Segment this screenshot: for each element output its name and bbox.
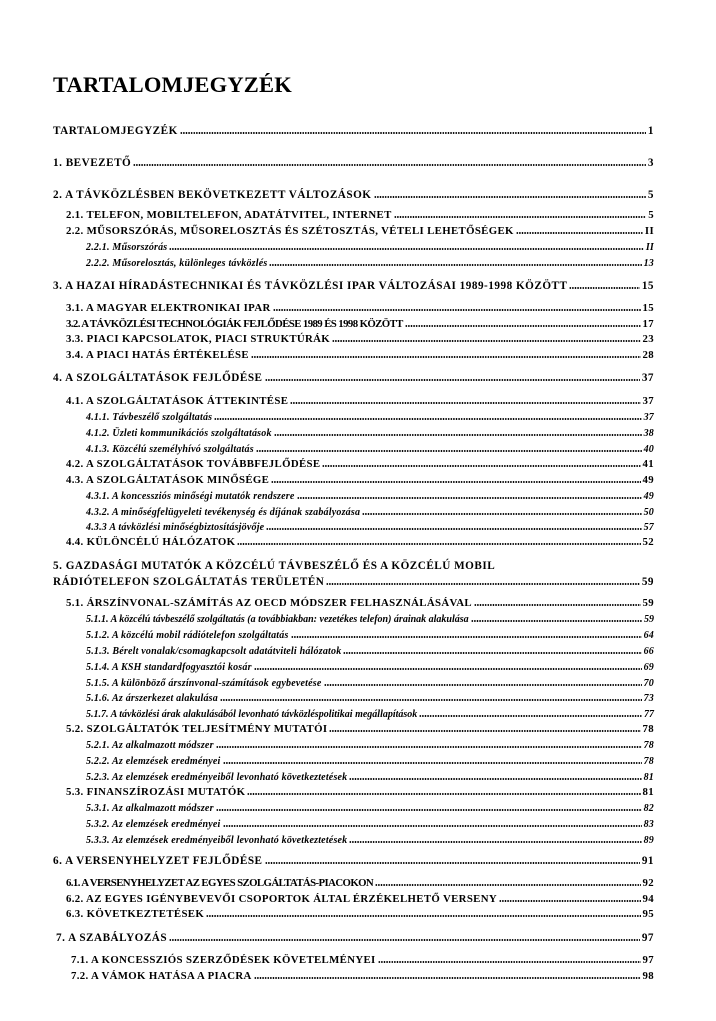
toc-entry-text: 5.1.7. A távközlési árak alakulásából levonható távközléspolitikai megállapítások bbox=[86, 709, 418, 720]
toc-entry[interactable] bbox=[86, 693, 654, 704]
toc-entry-text: 5.2. SZOLGÁLTATÓK TELJESÍTMÉNY MUTATÓI bbox=[66, 723, 328, 735]
toc-leader bbox=[254, 977, 641, 979]
toc-leader bbox=[297, 497, 642, 499]
toc-entry-text: 5. GAZDASÁGI MUTATÓK A KÖZCÉLÚ TÁVBESZÉLŐ ÉS A KÖZCÉLÚ MOBIL bbox=[53, 560, 496, 572]
toc-leader bbox=[474, 604, 641, 606]
toc-leader bbox=[322, 465, 640, 467]
toc-entry[interactable] bbox=[53, 372, 654, 384]
toc-entry-page: 15 bbox=[642, 302, 654, 314]
toc-entry[interactable] bbox=[66, 226, 654, 238]
toc-leader bbox=[247, 793, 640, 795]
toc-entry-text: 2.2.1. Műsorszórás bbox=[86, 242, 168, 253]
toc-leader bbox=[206, 915, 640, 917]
toc-entry-page: 77 bbox=[644, 709, 654, 720]
toc-entry-page: 5 bbox=[648, 209, 654, 221]
toc-leader bbox=[220, 699, 642, 701]
toc-leader bbox=[273, 309, 641, 311]
toc-entry-page: 78 bbox=[642, 723, 654, 735]
toc-entry-text: 4.1.2. Üzleti kommunikációs szolgáltatások bbox=[86, 428, 272, 439]
toc-entry-text: 5.3.2. Az elemzések eredményei bbox=[86, 819, 221, 830]
toc-entry-text: 6.3. KÖVETKEZTETÉSEK bbox=[66, 908, 205, 920]
toc-leader bbox=[516, 232, 643, 234]
toc-entry-page: 73 bbox=[643, 693, 654, 704]
toc-entry-text: 7.1. A KONCESSZIÓS SZERZŐDÉSEK KÖVETELMÉNYEI bbox=[71, 954, 376, 966]
toc-leader bbox=[378, 961, 641, 963]
toc-leader bbox=[332, 340, 640, 342]
toc-entry-page: 28 bbox=[642, 349, 654, 361]
toc-leader bbox=[265, 379, 640, 381]
toc-entry-text: 5.3. FINANSZÍROZÁSI MUTATÓK bbox=[66, 786, 246, 798]
toc-entry-page: 98 bbox=[642, 970, 654, 982]
toc-leader bbox=[343, 652, 641, 654]
toc-entry-page: 78 bbox=[643, 740, 654, 751]
toc-leader bbox=[169, 248, 643, 250]
toc-entry-text: 7.2. A VÁMOK HATÁSA A PIACRA bbox=[71, 970, 252, 982]
toc-entry-page: 59 bbox=[642, 597, 654, 609]
toc-entry-text: 3.4. A PIACI HATÁS ÉRTÉKELÉSE bbox=[66, 349, 249, 361]
toc-leader bbox=[237, 543, 640, 545]
toc-entry[interactable] bbox=[86, 507, 654, 518]
toc-entry-page: II bbox=[644, 225, 654, 237]
toc-entry-text: RÁDIÓTELEFON SZOLGÁLTATÁS TERÜLETÉN bbox=[53, 576, 325, 588]
toc-entry-text: 4.1.3. Közcélú személyhívó szolgáltatás bbox=[86, 444, 254, 455]
toc-entry[interactable] bbox=[86, 772, 654, 783]
toc-entry-page: 89 bbox=[643, 835, 654, 846]
toc-entry[interactable] bbox=[53, 157, 654, 169]
toc-entry-text: 5.1.5. A különböző árszínvonal-számítások egybevetése bbox=[86, 678, 322, 689]
toc-entry-page: 17 bbox=[642, 318, 654, 330]
toc-entry-text: 6.2. AZ EGYES IGÉNYBEVEVŐI CSOPORTOK ÁLTAL ÉRZÉKELHETŐ VERSENY bbox=[66, 893, 498, 905]
toc-entry[interactable] bbox=[86, 835, 654, 846]
toc-entry[interactable] bbox=[53, 125, 654, 137]
toc-entry-text: TARTALOMJEGYZÉK bbox=[53, 125, 178, 137]
toc-leader bbox=[374, 196, 646, 198]
toc-entry-text: 6. A VERSENYHELYZET FEJLŐDÉSE bbox=[53, 855, 263, 867]
toc-entry[interactable] bbox=[86, 756, 654, 767]
toc-leader bbox=[349, 778, 641, 780]
toc-entry-text: 5.1.4. A KSH standardfogyasztói kosár bbox=[86, 662, 252, 673]
toc-entry-text: 5.1.3. Bérelt vonalak/csomagkapcsolt adatátviteli hálózatok bbox=[86, 646, 342, 657]
toc-entry-page: 78 bbox=[643, 756, 654, 767]
toc-entry-text: 4.2. A SZOLGÁLTATÁSOK TOVÁBBFEJLŐDÉSE bbox=[66, 458, 321, 470]
toc-entry-page: 95 bbox=[642, 908, 654, 920]
toc-entry[interactable] bbox=[86, 678, 654, 689]
toc-entry[interactable] bbox=[86, 491, 654, 502]
toc-entry-text: 5.3.3. Az elemzések eredményeiből levonható következtetések bbox=[86, 835, 348, 846]
toc-entry-page: 37 bbox=[643, 412, 654, 423]
toc-entry[interactable] bbox=[56, 932, 654, 944]
toc-entry[interactable] bbox=[66, 334, 654, 346]
toc-entry-text: 5.1. ÁRSZÍNVONAL-SZÁMÍTÁS AZ OECD MÓDSZER FELHASZNÁLÁSÁVAL bbox=[66, 597, 472, 609]
toc-entry[interactable] bbox=[66, 598, 654, 610]
toc-entry-page: 38 bbox=[643, 428, 654, 439]
toc-entry-page: 57 bbox=[643, 522, 654, 533]
toc-entry-page: 5 bbox=[647, 189, 654, 201]
toc-entry-text: 5.1.2. A közcélú mobil rádiótelefon szolgáltatás bbox=[86, 630, 289, 641]
toc-entry[interactable] bbox=[86, 819, 654, 830]
toc-leader bbox=[499, 900, 640, 902]
toc-entry[interactable] bbox=[53, 280, 654, 292]
toc-entry-text: 4.1.1. Távbeszélő szolgáltatás bbox=[86, 412, 213, 423]
toc-entry[interactable] bbox=[86, 522, 654, 533]
toc-entry[interactable] bbox=[66, 350, 654, 362]
toc-leader bbox=[290, 402, 640, 404]
toc-entry-page: 49 bbox=[643, 491, 654, 502]
toc-entry-text: 3.2. A TÁVKÖZLÉSI TECHNOLÓGIÁK FEJLŐDÉSE 1989 ÉS 1998 KÖZÖTT bbox=[66, 318, 403, 330]
toc-entry[interactable] bbox=[53, 855, 654, 867]
toc-leader bbox=[223, 825, 642, 827]
toc-entry-text: 2.1. TELEFON, MOBILTELEFON, ADATÁTVITEL, INTERNET bbox=[66, 209, 392, 221]
toc-leader bbox=[324, 684, 642, 686]
toc-entry-text: 5.2.2. Az elemzések eredményei bbox=[86, 756, 221, 767]
toc-leader bbox=[169, 939, 640, 941]
toc-leader bbox=[349, 841, 641, 843]
toc-entry-page: 15 bbox=[641, 280, 654, 292]
toc-entry-page: 37 bbox=[642, 395, 654, 407]
toc-entry[interactable] bbox=[86, 614, 654, 625]
toc-entry[interactable] bbox=[86, 258, 654, 269]
toc-leader bbox=[274, 434, 642, 436]
toc-entry[interactable] bbox=[86, 662, 654, 673]
toc-entry-text: 2. A TÁVKÖZLÉSBEN BEKÖVETKEZETT VÁLTOZÁSOK bbox=[53, 189, 372, 201]
toc-entry-text: 4. A SZOLGÁLTATÁSOK FEJLŐDÉSE bbox=[53, 372, 263, 384]
toc-entry[interactable] bbox=[66, 878, 654, 890]
toc-leader bbox=[269, 264, 641, 266]
toc-entry[interactable] bbox=[53, 189, 654, 201]
toc-entry-text: 7. A SZABÁLYOZÁS bbox=[56, 932, 168, 944]
toc-entry[interactable] bbox=[86, 740, 654, 751]
toc-entry[interactable] bbox=[86, 630, 654, 641]
toc-entry[interactable] bbox=[86, 412, 654, 423]
toc-entry-text: 5.2.1. Az alkalmazott módszer bbox=[86, 740, 214, 751]
toc-leader bbox=[180, 132, 646, 134]
toc-entry-page: 13 bbox=[643, 258, 654, 269]
toc-leader bbox=[362, 513, 641, 515]
toc-entry-text: 4.4. KÜLÖNCÉLÚ HÁLÓZATOK bbox=[66, 536, 236, 548]
toc-leader bbox=[251, 356, 641, 358]
toc-entry-page: 52 bbox=[642, 536, 654, 548]
toc-leader bbox=[326, 583, 639, 585]
toc-entry-text: 4.3.2. A minőségfelügyeleti tevékenység és díjának szabályozása bbox=[86, 507, 361, 518]
toc-entry-page: 64 bbox=[643, 630, 654, 641]
toc-entry[interactable] bbox=[66, 894, 654, 906]
toc-entry[interactable] bbox=[66, 459, 654, 471]
toc-entry-page: 59 bbox=[644, 614, 654, 625]
toc-entry-page: 37 bbox=[641, 372, 654, 384]
toc-leader bbox=[291, 636, 642, 638]
page-title: TARTALOMJEGYZÉK bbox=[53, 72, 292, 97]
toc-entry[interactable] bbox=[53, 576, 654, 588]
toc-entry-page: 81 bbox=[643, 772, 654, 783]
toc-entry[interactable] bbox=[66, 396, 654, 408]
toc-leader bbox=[256, 450, 642, 452]
toc-entry[interactable] bbox=[66, 724, 654, 736]
toc-entry-page: 3 bbox=[647, 157, 654, 169]
toc-entry-page: 92 bbox=[642, 877, 654, 889]
toc-entry-page: 41 bbox=[642, 458, 654, 470]
toc-leader bbox=[216, 809, 642, 811]
toc-leader bbox=[569, 287, 639, 289]
toc-entry-text: 3.1. A MAGYAR ELEKTRONIKAI IPAR bbox=[66, 302, 271, 314]
toc-entry-text: 4.1. A SZOLGÁLTATÁSOK ÁTTEKINTÉSE bbox=[66, 395, 289, 407]
toc-leader bbox=[266, 528, 641, 530]
toc-entry-page: 94 bbox=[642, 893, 654, 905]
toc-entry[interactable] bbox=[66, 787, 654, 799]
toc-entry[interactable] bbox=[66, 210, 654, 222]
toc-entry-page: 81 bbox=[642, 786, 654, 798]
toc-entry-page: 97 bbox=[641, 932, 654, 944]
toc-leader bbox=[271, 481, 640, 483]
toc-leader bbox=[265, 862, 640, 864]
toc-entry-text: 4.3. A SZOLGÁLTATÁSOK MINŐSÉGE bbox=[66, 474, 270, 486]
toc-entry[interactable] bbox=[86, 803, 654, 814]
toc-entry-text: 5.3.1. Az alkalmazott módszer bbox=[86, 803, 214, 814]
toc-entry[interactable] bbox=[86, 646, 654, 657]
toc-entry-page: 97 bbox=[642, 954, 654, 966]
toc-leader bbox=[216, 746, 642, 748]
toc-leader bbox=[223, 762, 642, 764]
toc-entry-text: 2.2.2. Műsorelosztás, különleges távközlés bbox=[86, 258, 268, 269]
toc-entry[interactable] bbox=[66, 319, 654, 331]
toc-entry-page: 70 bbox=[643, 678, 654, 689]
toc-entry[interactable] bbox=[86, 444, 654, 455]
toc-entry-page: 83 bbox=[643, 819, 654, 830]
toc-entry-text: 2.2. MŰSORSZÓRÁS, MŰSORELOSZTÁS ÉS SZÉTOSZTÁS, VÉTELI LEHETŐSÉGEK bbox=[66, 225, 514, 237]
toc-entry-text: 3.3. PIACI KAPCSOLATOK, PIACI STRUKTÚRÁK bbox=[66, 333, 331, 345]
toc-entry-text: 4.3.1. A koncessziós minőségi mutatók rendszere bbox=[86, 491, 295, 502]
toc-entry-page: 91 bbox=[641, 855, 654, 867]
toc-entry-text: 6.1. A VERSENYHELYZET AZ EGYES SZOLGÁLTATÁS-PIACOKON bbox=[66, 877, 374, 889]
toc-entry-page: II bbox=[645, 242, 654, 253]
toc-entry-text: 4.3.3 A távközlési minőségbiztosításjövője bbox=[86, 522, 265, 533]
toc-entry-page: 49 bbox=[642, 474, 654, 486]
toc-leader bbox=[471, 620, 642, 622]
toc-entry-page: 69 bbox=[643, 662, 654, 673]
toc-leader bbox=[419, 715, 642, 717]
toc-entry-page: 66 bbox=[643, 646, 654, 657]
toc-entry-page: 59 bbox=[641, 576, 654, 588]
toc-entry[interactable] bbox=[66, 537, 654, 549]
toc-leader bbox=[254, 668, 642, 670]
toc-leader bbox=[394, 216, 647, 218]
toc-leader bbox=[133, 164, 646, 166]
toc-entry-page: 82 bbox=[643, 803, 654, 814]
toc-leader bbox=[405, 325, 641, 327]
toc-entry[interactable] bbox=[86, 242, 654, 253]
toc-entry[interactable] bbox=[71, 955, 654, 967]
toc-entry-text: 5.1.6. Az árszerkezet alakulása bbox=[86, 693, 218, 704]
toc-leader bbox=[214, 418, 641, 420]
toc-entry-text: 5.1.1. A közcélú távbeszélő szolgáltatás (a továbbiakban: vezetékes telefon) árainak alakulása bbox=[86, 614, 469, 625]
toc-entry[interactable] bbox=[66, 475, 654, 487]
toc-leader bbox=[329, 730, 640, 732]
toc-entry-page: 50 bbox=[643, 507, 654, 518]
toc-entry-page: 23 bbox=[642, 333, 654, 345]
toc-entry-text: 5.2.3. Az elemzések eredményeiből levonható következtetések bbox=[86, 772, 348, 783]
toc-leader bbox=[375, 884, 640, 886]
toc-entry[interactable] bbox=[86, 428, 654, 439]
toc-entry-page: 40 bbox=[643, 444, 654, 455]
toc-entry[interactable] bbox=[71, 971, 654, 983]
toc-entry-page: 1 bbox=[647, 125, 654, 137]
toc-entry[interactable] bbox=[86, 709, 654, 720]
toc-entry-text: 1. BEVEZETŐ bbox=[53, 157, 132, 169]
toc-entry-text: 3. A HAZAI HÍRADÁSTECHNIKAI ÉS TÁVKÖZLÉSI IPAR VÁLTOZÁSAI 1989-1998 KÖZÖTT bbox=[53, 280, 568, 292]
toc-entry[interactable] bbox=[66, 303, 654, 315]
toc-entry[interactable] bbox=[66, 909, 654, 921]
